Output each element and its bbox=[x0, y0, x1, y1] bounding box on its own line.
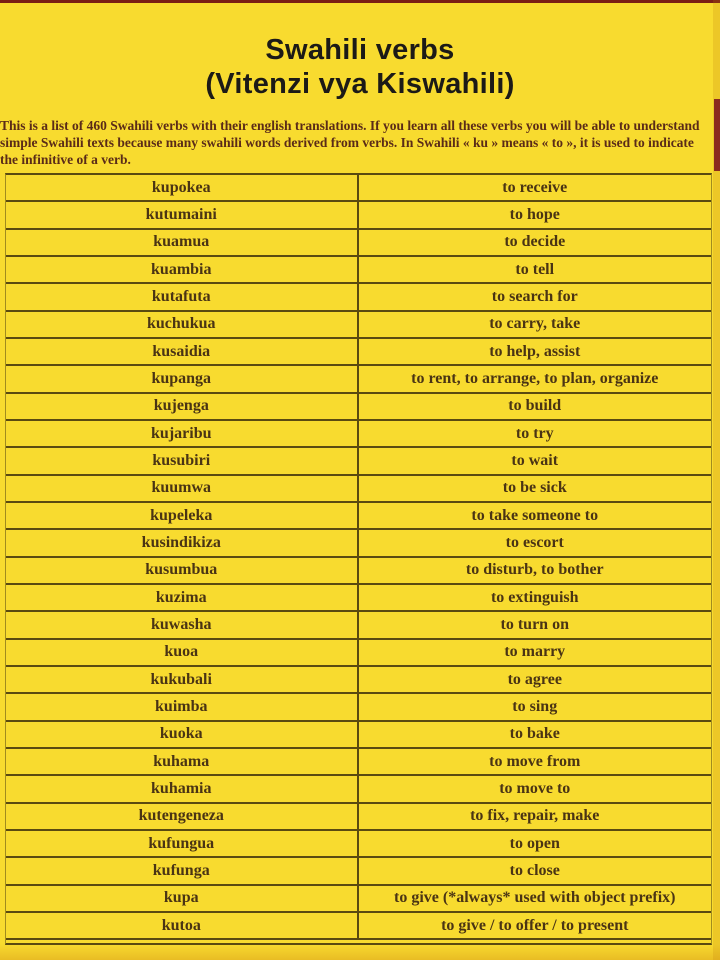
english-translation-cell: to decide bbox=[504, 233, 566, 251]
english-translation-cell: to be sick bbox=[502, 479, 567, 497]
table-row bbox=[6, 257, 711, 284]
swahili-verb-cell: kutafuta bbox=[6, 284, 359, 309]
bottom-edge-shade bbox=[0, 944, 720, 960]
english-translation-cell: to tell bbox=[515, 260, 555, 278]
swahili-verb-cell: kuchukua bbox=[6, 312, 359, 337]
english-translation-cell: to wait bbox=[511, 451, 559, 469]
english-translation-cell: to take someone to bbox=[471, 506, 599, 524]
english-translation-cell: to escort bbox=[505, 533, 564, 551]
table-row bbox=[6, 558, 711, 585]
page-title-line1: Swahili verbs bbox=[265, 34, 455, 67]
swahili-verb-cell: kuambia bbox=[6, 257, 359, 282]
table-row bbox=[6, 858, 711, 885]
page-title bbox=[0, 33, 720, 101]
english-translation-cell: to disturb, to bother bbox=[465, 561, 604, 579]
table-row bbox=[6, 913, 711, 940]
intro-paragraph bbox=[0, 117, 716, 169]
swahili-verb-cell: kujaribu bbox=[6, 421, 359, 446]
swahili-verb-cell: kufungua bbox=[6, 831, 359, 856]
english-translation-cell: to receive bbox=[502, 178, 568, 196]
english-translation-cell: to turn on bbox=[500, 615, 569, 633]
english-translation-cell: to give / to offer / to present bbox=[441, 916, 629, 934]
table-row bbox=[6, 366, 711, 393]
english-translation-cell: to move to bbox=[499, 779, 571, 797]
table-row bbox=[6, 312, 711, 339]
swahili-verb-cell: kutumaini bbox=[6, 202, 359, 227]
swahili-verb-cell: kuumwa bbox=[6, 476, 359, 501]
english-translation-cell: to move from bbox=[489, 752, 581, 770]
english-translation-cell: to sing bbox=[512, 697, 558, 715]
swahili-verb-cell: kuhama bbox=[6, 749, 359, 774]
english-translation-cell: to try bbox=[515, 424, 554, 442]
table-row bbox=[6, 448, 711, 475]
swahili-verb-cell: kuoa bbox=[6, 640, 359, 665]
table-row bbox=[6, 831, 711, 858]
table-row bbox=[6, 421, 711, 448]
table-row bbox=[6, 284, 711, 311]
swahili-verb-cell: kuoka bbox=[6, 722, 359, 747]
swahili-verb-cell: kutengeneza bbox=[6, 804, 359, 829]
intro-line-1: This is a list of 460 Swahili verbs with their english translations. If you learn all these verbs you will be able to understand bbox=[0, 117, 700, 133]
swahili-verb-cell: kupokea bbox=[6, 175, 359, 200]
intro-line-3: the infinitive of a verb. bbox=[0, 152, 131, 168]
table-row bbox=[6, 667, 711, 694]
swahili-verb-cell: kuhamia bbox=[6, 776, 359, 801]
swahili-verb-cell: kujenga bbox=[6, 394, 359, 419]
table-row bbox=[6, 503, 711, 530]
table-row bbox=[6, 694, 711, 721]
swahili-verb-cell: kusaidia bbox=[6, 339, 359, 364]
english-translation-cell: to carry, take bbox=[489, 315, 581, 333]
english-translation-cell: to give (*always* used with object prefix) bbox=[394, 889, 676, 907]
english-translation-cell: to fix, repair, make bbox=[470, 807, 600, 825]
table-row bbox=[6, 749, 711, 776]
table-row bbox=[6, 476, 711, 503]
swahili-verb-cell: kukubali bbox=[6, 667, 359, 692]
table-row bbox=[6, 230, 711, 257]
english-translation-cell: to marry bbox=[504, 643, 566, 661]
table-row bbox=[6, 175, 711, 202]
english-translation-cell: to agree bbox=[507, 670, 562, 688]
swahili-verb-cell: kuimba bbox=[6, 694, 359, 719]
english-translation-cell: to search for bbox=[491, 287, 578, 305]
swahili-verb-cell: kupeleka bbox=[6, 503, 359, 528]
swahili-verb-cell: kuamua bbox=[6, 230, 359, 255]
swahili-verb-cell: kupanga bbox=[6, 366, 359, 391]
table-row bbox=[6, 640, 711, 667]
english-translation-cell: to bake bbox=[509, 725, 560, 743]
swahili-verb-cell: kusubiri bbox=[6, 448, 359, 473]
table-row bbox=[6, 776, 711, 803]
swahili-verb-cell: kutoa bbox=[6, 913, 359, 938]
page-title-line2: (Vitenzi vya Kiswahili) bbox=[205, 68, 515, 101]
english-translation-cell: to hope bbox=[509, 205, 560, 223]
swahili-verb-cell: kufunga bbox=[6, 858, 359, 883]
table-row bbox=[6, 612, 711, 639]
swahili-verb-cell: kusindikiza bbox=[6, 530, 359, 555]
table-row bbox=[6, 339, 711, 366]
table-row bbox=[6, 202, 711, 229]
swahili-verb-cell: kuzima bbox=[6, 585, 359, 610]
table-row bbox=[6, 804, 711, 831]
english-translation-cell: to close bbox=[509, 861, 560, 879]
table-row bbox=[6, 585, 711, 612]
intro-line-2: simple Swahili texts because many swahili words derived from verbs. In Swahili « ku » means « to », it is used to indicate bbox=[0, 134, 694, 150]
english-translation-cell: to build bbox=[508, 397, 562, 415]
english-translation-cell: to help, assist bbox=[489, 342, 581, 360]
english-translation-cell: to rent, to arrange, to plan, organize bbox=[411, 369, 659, 387]
table-row bbox=[6, 886, 711, 913]
swahili-verb-cell: kuwasha bbox=[6, 612, 359, 637]
top-border-line bbox=[0, 0, 720, 3]
table-row bbox=[6, 394, 711, 421]
swahili-verb-cell: kusumbua bbox=[6, 558, 359, 583]
table-row bbox=[6, 722, 711, 749]
english-translation-cell: to open bbox=[509, 834, 560, 852]
verb-table bbox=[5, 173, 712, 945]
table-row bbox=[6, 530, 711, 557]
english-translation-cell: to extinguish bbox=[490, 588, 579, 606]
swahili-verb-cell: kupa bbox=[6, 886, 359, 911]
